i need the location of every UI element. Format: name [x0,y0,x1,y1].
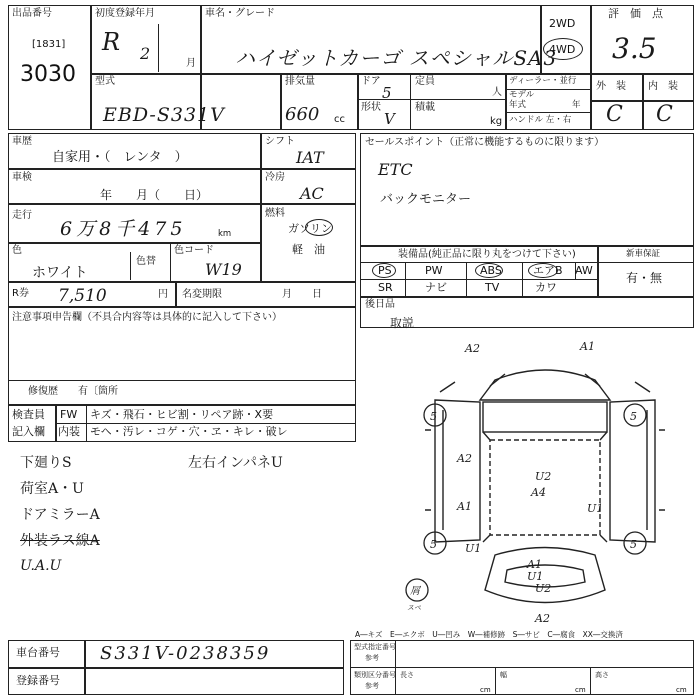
mark-a1-left: A1 [457,500,472,513]
mark-u2-roof: U2 [535,470,552,483]
fw-label: FW [60,408,78,421]
lot-sub-number: [1831] [32,39,66,50]
notes-label: 注意事項申告欄（不具合内容等は具体的に記入して下さい） [12,312,282,323]
car-damage-diagram [395,330,700,630]
equipment-sr: SR [378,281,393,294]
cc-unit: cc [334,114,345,125]
model-year-label-2: 年式 [509,100,527,110]
first-registration-label: 初度登録年月 [95,8,155,19]
shape-label: 形状 [361,102,381,113]
category-number-ref: 参考 [365,682,379,690]
shift-value: IAT [296,148,324,167]
tire-rear-left: 5 [430,538,437,551]
shape: V [384,110,395,128]
fw-items: キズ・飛石・ヒビ割・リペア跡・X要 [90,408,274,421]
score-label: 評 価 点 [608,7,663,20]
equipment-abs-circle [475,263,503,278]
interior-note: 左右インパネU [188,455,283,471]
roof-note-mark: 屑 [410,586,420,597]
model-year-label: モデル [509,90,535,100]
interior-grade: C [656,102,673,127]
equipment-ps-circle [372,263,396,278]
equipment-navi: ナビ [425,281,447,294]
chassis-number-label: 車台番号 [16,646,60,659]
color-label: 色 [12,245,22,256]
yen-unit: 円 [158,289,168,300]
lot-number: 3030 [20,62,76,87]
equipment-tv: TV [485,281,500,294]
warranty-label: 新車保証 [626,249,661,259]
mark-a1-front: A1 [580,340,595,353]
equipment-pw: PW [425,264,443,277]
interior-check-label: 内装 [58,425,80,438]
note-line-3: ドアミラーA [20,507,100,523]
color-code: W19 [205,260,242,279]
color-value: ホワイト [32,265,88,281]
equipment-abs: ABS [480,264,502,277]
name-change-label: 名変期限 [182,289,222,300]
mark-u1-rear-left: U1 [465,542,482,555]
tire-front-right: 5 [630,410,637,423]
length-label: 長さ [400,671,414,679]
registration-era: R [102,28,121,56]
name-change-value: 月 日 [282,289,322,300]
equipment-ps: PS [378,264,392,277]
tire-front-left: 5 [430,410,437,423]
note-line-4: 外装ラス線A [20,533,100,549]
registration-year: 2 [140,44,151,63]
equipment-airbag: エアB [533,264,563,277]
rear-items-value: 取説 [390,316,415,330]
note-line-2: 荷室A・U [20,481,84,497]
cert-number-label: 型式指定番号 [354,643,396,651]
equipment-leather: カワ [535,281,557,294]
fuel-diesel: 軽 油 [292,243,325,256]
sales-points-label: セールスポイント（正常に機能するものに限ります） [365,137,605,148]
km-unit: km [218,229,232,239]
mileage-label: 走行 [12,210,32,221]
person-unit: 人 [492,87,502,98]
color-code-label: 色コード [174,245,214,256]
exterior-grade: C [606,102,623,127]
width-unit: cm [575,686,586,694]
drive-2wd: 2WD [549,17,576,30]
inspector-entry-label: 記入欄 [12,425,45,438]
mark-a2-left: A2 [457,452,472,465]
interior-label: 内 装 [648,81,678,92]
chassis-number: S331V-0238359 [100,643,271,664]
sales-point-2: バックモニター [380,192,472,207]
auction-score: 3.5 [612,32,657,65]
warranty-value: 有・無 [626,271,663,285]
history-value: 自家用・（ レンタ ） [52,150,188,165]
mileage-value: 6万8千475 [60,218,187,240]
interior-check-items: モヘ・汚レ・コゲ・穴・ヱ・キレ・破レ [90,425,288,438]
recycle-value: 7,510 [58,286,107,306]
displacement: 660 [285,104,320,125]
displacement-label: 排気量 [285,76,315,87]
height-label: 高さ [595,671,609,679]
mark-u1-right: U1 [587,502,604,515]
capacity-label: 定員 [415,76,435,87]
kg-unit: kg [490,116,503,127]
category-number-label: 類別区分番号 [354,671,396,679]
height-unit: cm [676,686,687,694]
load-label: 積載 [415,102,435,113]
note-line-1: 下廻りS [20,455,72,471]
mark-a4-roof: A4 [531,486,546,499]
recycle-label: R券 [12,288,29,299]
cert-number-ref: 参考 [365,654,379,662]
vehicle-name: ハイゼットカーゴ スペシャルSA3 [235,46,558,70]
length-unit: cm [480,686,491,694]
shift-label: シフト [265,136,295,147]
ac-value: AC [300,184,324,203]
ac-label: 冷房 [265,172,285,183]
damage-legend: A―キズ E―エクボ U―凹み W―補修跡 S―サビ C―腐食 XX―交換済 [355,630,623,639]
fuel-label: 燃料 [265,208,285,219]
year-unit: 年 [572,100,581,110]
mark-a2-rear: A2 [535,612,550,625]
drive-4wd-circle [543,38,583,60]
inspection-value: 年 月（ 日） [100,188,209,202]
fuel-gasoline-circle [305,219,333,236]
drive-4wd: 4WD [549,43,576,56]
repair-history-label: 修復歴 有〔箇所 [28,386,118,397]
sales-point-1: ETC [378,160,413,179]
vehicle-name-label: 車名・グレード [205,8,275,19]
width-label: 幅 [500,671,507,679]
inspector-label: 検査員 [12,408,45,421]
dealer-label: ディーラー・並行 [509,76,577,86]
equipment-aw: AW [575,264,593,277]
history-label: 車歴 [12,136,32,147]
equipment-airbag-circle [528,263,558,278]
mark-u2-rear: U2 [535,582,552,595]
model-code-label: 型式 [95,76,115,87]
doors: 5 [382,84,392,102]
equipment-label: 装備品(純正品に限り丸をつけて下さい) [398,249,576,260]
inspection-label: 車検 [12,172,32,183]
model-code: EBD-S331V [103,104,225,126]
exterior-label: 外 装 [596,81,626,92]
roof-note-sub: スペ [407,604,421,612]
rear-items-label: 後日品 [365,299,395,310]
tire-rear-right: 5 [630,538,637,551]
mark-a1-rear: A1 [527,558,542,571]
color-change-label: 色替 [136,256,156,267]
mark-a2-front: A2 [465,342,480,355]
handle-label: ハンドル 左・右 [509,115,572,125]
mark-u1-rear: U1 [527,570,544,583]
lot-number-label: 出品番号 [12,8,52,19]
note-line-5: U.A.U [20,558,62,574]
doors-label: ドア [361,76,381,87]
registration-number-label: 登録番号 [16,674,60,687]
fuel-gasoline: ガソリン [288,222,332,235]
month-unit: 月 [186,58,196,69]
